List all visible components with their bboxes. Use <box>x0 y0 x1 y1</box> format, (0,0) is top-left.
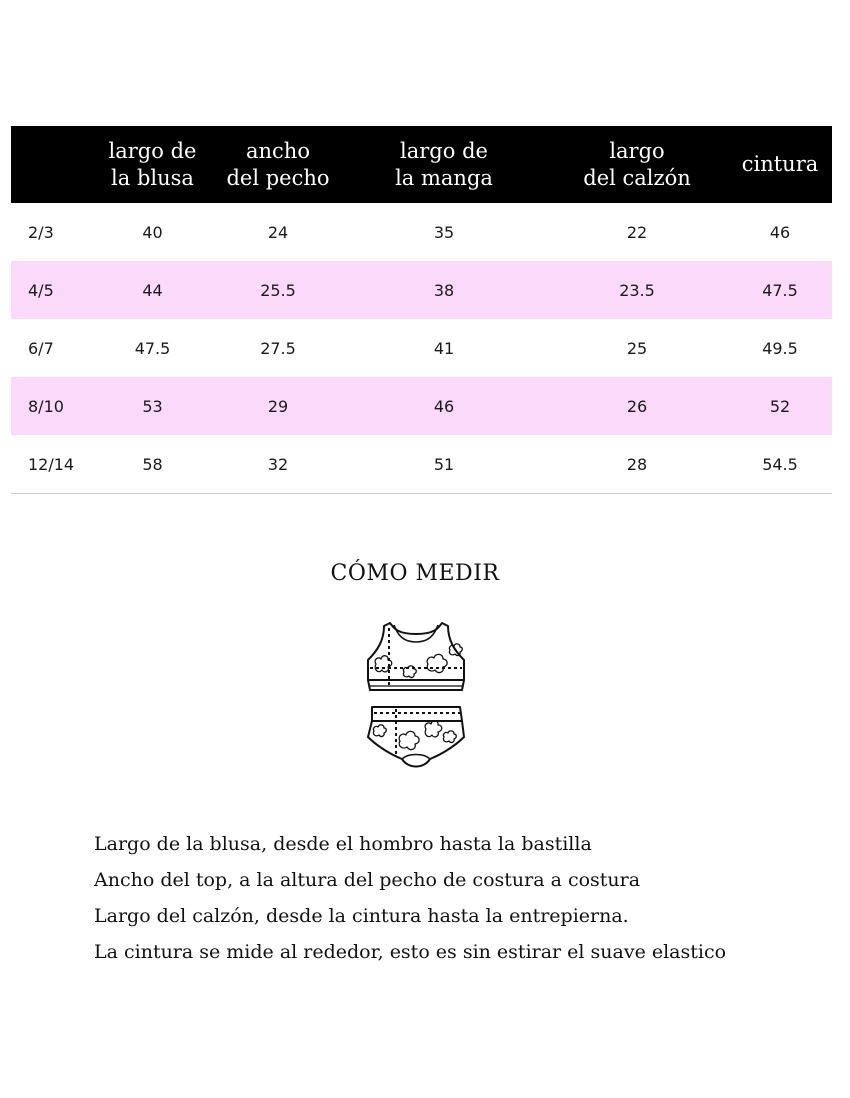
value-cell: 53 <box>91 377 214 435</box>
size-cell: 6/7 <box>28 338 54 358</box>
header-largo-manga: largo de la manga <box>342 126 546 203</box>
instruction-line: Ancho del top, a la altura del pecho de costura a costura <box>94 869 641 891</box>
value-cell: 46 <box>342 377 546 435</box>
value-cell: 26 <box>546 377 728 435</box>
table-row <box>11 261 832 319</box>
value-cell: 27.5 <box>260 338 296 358</box>
value-cell: 58 <box>91 435 214 494</box>
value-cell: 52 <box>728 377 832 435</box>
crop-top-icon <box>364 620 468 692</box>
table-header-row <box>11 126 832 203</box>
size-cell: 2/3 <box>28 222 54 242</box>
size-cell: 4/5 <box>11 261 91 319</box>
header-ancho-pecho: ancho del pecho <box>214 126 342 203</box>
value-cell: 32 <box>214 435 342 494</box>
size-cell: 8/10 <box>11 377 91 435</box>
value-cell: 51 <box>342 435 546 494</box>
table-row <box>11 435 832 494</box>
value-cell: 24 <box>267 222 289 242</box>
value-cell: 46 <box>769 222 791 242</box>
measure-instructions <box>94 826 726 970</box>
table-row <box>11 203 832 261</box>
value-cell: 47.5 <box>728 261 832 319</box>
value-cell: 38 <box>342 261 546 319</box>
value-cell: 40 <box>142 222 163 242</box>
value-cell: 23.5 <box>546 261 728 319</box>
instruction-line: Largo de la blusa, desde el hombro hasta la bastilla <box>94 833 592 855</box>
size-chart-table <box>11 126 832 494</box>
value-cell: 28 <box>546 435 728 494</box>
value-cell: 44 <box>91 261 214 319</box>
value-cell: 29 <box>214 377 342 435</box>
value-cell: 49.5 <box>762 338 798 358</box>
value-cell: 22 <box>626 222 648 242</box>
value-cell: 41 <box>433 338 455 358</box>
size-cell: 12/14 <box>11 435 91 494</box>
instruction-line: Largo del calzón, desde la cintura hasta la entrepierna. <box>94 905 629 927</box>
value-cell: 25.5 <box>214 261 342 319</box>
table-row <box>11 377 832 435</box>
value-cell: 47.5 <box>134 338 171 358</box>
header-cintura: cintura <box>728 126 832 203</box>
briefs-icon <box>364 703 468 771</box>
header-largo-calzon: largo del calzón <box>546 126 728 203</box>
instruction-line: La cintura se mide al rededor, esto es sin estirar el suave elastico <box>94 941 727 963</box>
value-cell: 54.5 <box>728 435 832 494</box>
header-size <box>11 126 91 203</box>
table-row <box>11 319 832 377</box>
how-to-measure-title: CÓMO MEDIR <box>330 561 500 586</box>
value-cell: 25 <box>626 338 648 358</box>
value-cell: 35 <box>433 222 455 242</box>
header-largo-blusa: largo de la blusa <box>91 126 214 203</box>
